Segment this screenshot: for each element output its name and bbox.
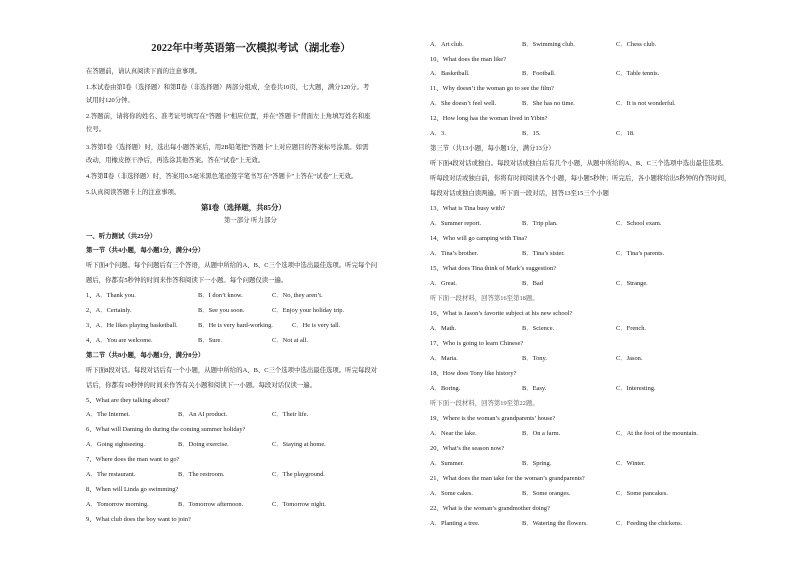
option-c: C．Winter. [616,460,646,467]
question-6-text: 6、What will Daming do during the coming summer holiday? [86,426,246,433]
option-a: A．The restaurant. [86,471,136,478]
section2-desc: 话后，你都有10秒钟的时间来作答有关小题和阅读下一小题。每段对话仅读一遍。 [86,382,317,389]
option-c: C．No, they aren’t. [272,292,323,299]
option-c: C．Tomorrow night. [272,501,326,508]
option-a: A．She doesn’t feel well. [430,100,497,107]
option-c: C．Enjoy your holiday trip. [272,307,345,314]
option-a: A．3. [430,130,446,137]
option-b: B．Tina’s sister. [522,250,565,257]
option-b: B．Bad [522,280,543,287]
question-20-text: 20、What’s the season now? [430,445,505,452]
option-c: C．Staying at home. [272,441,326,448]
option-b: B．The restroom. [178,471,225,478]
part1-subtitle: 第一部分 听力部分 [224,217,277,224]
option-c: C．Not at all. [272,337,309,344]
option-b: B．Spring. [522,460,552,467]
option-a: A．Tina’s brother. [430,250,479,257]
option-a: 3、A．He likes playing basketball. [86,322,178,329]
option-b: B．Watering the flowers. [522,520,588,527]
option-a: A．Going sightseeing. [86,441,145,448]
section3-desc: 听下面4段对话或独白。每段对话或独白后有几个小题，从题中所给的A、B、C三个选项中选出最佳选项。 [430,160,728,167]
question-19-text: 19、Where is the woman’s grandparents’ house? [430,415,556,422]
question-21-text: 21、What does the man take for the woman’s grandparents? [430,475,585,482]
option-a: A．Maria. [430,355,458,362]
option-c: C．Interesting. [616,385,656,392]
section2-label: 第二节（共8小题，每小题1分，满分8分） [86,352,205,359]
option-b: B．15. [522,130,541,137]
option-c: C．Table tennis. [616,70,660,77]
option-b: B．I don’t know. [198,292,243,299]
option-a: A．Planting a tree. [430,520,480,527]
option-c: C．He is very tall. [292,322,341,329]
option-c: C．At the foot of the mountain. [616,430,699,437]
option-b: B．Trip plan. [522,220,558,227]
option-b: B．Easy. [522,385,547,392]
option-c: C．Feeding the chickens. [616,520,683,527]
option-a: A．Some cakes. [430,490,473,497]
option-c: C．The playground. [272,471,325,478]
intro-line: 试用时120分钟。 [86,97,134,104]
option-b: B．He is very hard-working. [198,322,273,329]
option-b: B．On a farm. [522,430,561,437]
option-a: A．Summer. [430,460,464,467]
option-b: B．See you soon. [198,307,245,314]
listening-note: 听下面一段材料，回答第19至第22题。 [430,400,539,407]
intro-line: 4.答第Ⅱ卷（非选择题）时，答案用0.5毫米黑色笔迹签字笔书写在“答题卡”上答在“试卷”上无效。 [86,173,358,180]
option-c: C．Strange. [616,280,648,287]
question-15-text: 15、What does Tina think of Mark’s suggestion? [430,265,557,272]
option-a: A．Great. [430,280,457,287]
option-c: C．Tina’s parents. [616,250,665,257]
question-9-text: 9、What club does the boy want to join? [86,516,191,523]
option-a: A．Tomorrow morning. [86,501,149,508]
option-a: A．Near the lake. [430,430,477,437]
question-18-text: 18、How does Tony like history? [430,370,517,377]
listening-heading: 一、听力测试（共25分） [86,233,157,240]
option-a: A．Math. [430,325,457,332]
option-a: A．The Internet. [86,411,131,418]
intro-line: 1.本试卷由第Ⅰ卷（选择题）和第Ⅱ卷（非选择题）两部分组成，全卷共10页，七大题，满分120分。考 [86,84,370,91]
section3-label: 第三节（共13小题，每小题1分，满分13分） [430,145,555,152]
question-16-text: 16、What is Jason’s favorite subject at his new school? [430,310,573,317]
question-8-text: 8、When will Linda go swimming? [86,486,179,493]
intro-line: 5.认真阅读答题卡上的注意事项。 [86,189,181,196]
section1-desc: 题后，你都有5秒钟的时间来作答和阅读下一小题。每个问题仅读一遍。 [86,277,288,284]
option-b: B．She has no time. [522,100,575,107]
intro-line: 改动，用橡皮擦干净后，再选涂其他答案。答在“试卷”上无效。 [86,157,265,164]
option-c: C．Some pancakes. [616,490,668,497]
intro-line: 3.答第Ⅰ卷（选择题）时，选出每小题答案后，用2B铅笔把“答题卡”上对应题目的答案标号涂黑。如需 [86,144,369,151]
option-c: C．18. [616,130,635,137]
option-c: C．Chess club. [616,41,657,48]
listening-note: 听下面一段材料，回答第16至第18题。 [430,295,539,302]
question-13-text: 13、What is Tina busy with? [430,205,505,212]
question-14-text: 14、Who will go camping with Tina? [430,235,528,242]
question-22-text: 22、What is the woman’s grandmother doing? [430,505,550,512]
question-10-text: 10、What does the man like? [430,56,506,63]
option-b: B．Tony. [522,355,547,362]
section3-desc: 每段对话或独白读两遍。听下面一段对话，回答13至15三个小题 [430,190,609,197]
part1-title: 第Ⅰ卷（选择题，共85分） [201,203,286,212]
option-a: A．Art club. [430,41,464,48]
question-5-text: 5、What are they talking about? [86,397,170,404]
option-b: B．Science. [522,325,555,332]
option-c: C．Jason. [616,355,643,362]
question-7-text: 7、Where does the man want to go? [86,456,180,463]
option-b: B．Tomorrow afternoon. [178,501,244,508]
option-b: B．Sure. [198,337,222,344]
section1-desc: 听下面4个问题。每个问题后有三个答语，从题中所给的A、B、C三个选项中选出最佳选项。听完每个问 [86,262,378,269]
option-c: C．Their life. [272,411,309,418]
question-17-text: 17、Who is going to learn Chinese? [430,340,524,347]
option-b: B．Football. [522,70,556,77]
option-b: B．An AI product. [178,411,228,418]
question-11-text: 11、Why doesn’t the woman go to see the film? [430,85,554,92]
option-c: C．French. [616,325,646,332]
intro-line: 在答题前，请认真阅读下面的注意事项。 [86,68,202,75]
intro-line: 2.答题前，请将你的姓名、准考证号填写在“答题卡”相应位置，并在“答题卡”背面左上角填写姓名和座 [86,113,371,120]
option-a: 2、A．Certainly. [86,307,132,314]
question-12-text: 12、How long has the woman lived in Yibin? [430,115,548,122]
option-c: C．It is not wonderful. [616,100,676,107]
intro-line: 位号。 [86,126,106,133]
option-c: C．School exam. [616,220,662,227]
option-b: B．Some oranges. [522,490,571,497]
option-a: A．Basketball. [430,70,470,77]
option-a: 1、A．Thank you. [86,292,136,299]
section1-label: 第一节（共4小题，每小题1分，满分4分） [86,247,205,254]
option-a: A．Summer report. [430,220,482,227]
option-a: A．Boring. [430,385,461,392]
option-b: B．Doing exercise. [178,441,229,448]
exam-title: 2022年中考英语第一次模拟考试（湖北卷） [151,43,351,54]
option-b: B．Swimming club. [522,41,575,48]
section3-desc: 听每段对话或独白前，你将有时间阅读各个小题，每小题5秒钟；听完后，各小题将给出5秒钟的作答时间， [430,175,731,182]
option-a: 4、A．You are welcome. [86,337,153,344]
section2-desc: 听下面8段对话。每段对话后有一个小题，从题中所给的A、B、C三个选项中选出最佳选项。听完每段对 [86,367,378,374]
